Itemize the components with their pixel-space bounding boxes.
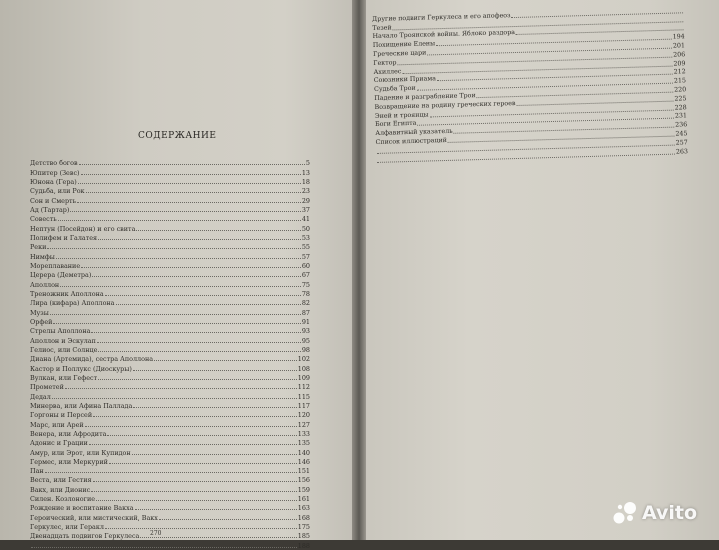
toc-entry [30,233,310,242]
toc-entry-page: 206 [673,51,686,59]
toc-entry-title: Алфавитный указатель [375,127,453,138]
toc-entry [30,447,310,456]
toc-entry [30,484,310,493]
toc-entry-page: 215 [673,77,687,85]
toc-entry-title: Юнона (Гера) [30,177,77,186]
toc-entry-title: Начало Троянской войны. Яблоко раздора [372,29,516,41]
toc-entry-title: Веста, или Гестия [30,476,92,485]
toc-entry-page: 231 [674,112,688,120]
toc-entry-page: 228 [674,103,687,112]
toc-entry-title: Сон и Смерть [30,196,77,205]
toc-entry-title: Горгоны и Персей [30,411,93,420]
toc-entry-title: Вакх, или Дионис [30,485,91,494]
toc-entry [30,205,310,214]
toc-list-left [30,158,310,550]
toc-entry-page: 37 [301,205,310,214]
toc-entry-page: 168 [297,513,310,522]
toc-entry-page: 151 [297,467,310,476]
toc-entry-title: Ад (Тартар) [30,205,70,214]
toc-entry [30,410,310,419]
toc-entry [30,251,310,260]
toc-entry-page: 93 [301,327,310,336]
toc-entry-page: 5 [305,159,310,168]
toc-entry-title: Возвращение на родину греческих героев [374,99,516,111]
toc-entry [30,419,310,428]
toc-entry [30,298,310,307]
toc-entry-page: 75 [301,280,310,289]
toc-title: СОДЕРЖАНИЕ [138,131,217,141]
toc-entry [30,195,310,204]
toc-entry-page: 263 [675,147,689,156]
toc-entry-page: 13 [301,168,310,177]
toc-entry-page: 188 [297,541,310,550]
toc-entry-page: 194 [672,33,685,41]
toc-entry-title: Детство богов [30,159,78,168]
toc-entry-title: Венера, или Афродита [30,429,107,438]
toc-entry-page: 98 [301,345,310,354]
page-number: 270 [150,530,162,537]
toc-entry-page: 133 [297,429,310,438]
toc-entry-title: Аполлон [30,280,60,289]
toc-entry-page: 112 [297,383,310,392]
toc-entry-title: Падение и разграбление Трои [374,92,476,102]
toc-entry-title: Нептун (Посейдон) и его свита [30,224,136,233]
toc-entry-page: 120 [297,411,310,420]
toc-entry-title: Церера (Деметра) [30,271,92,280]
toc-entry-title: Судьба, или Рок [30,187,85,196]
toc-entry [30,158,310,167]
toc-entry [30,261,310,270]
toc-entry-page: 209 [673,59,686,68]
toc-entry-page: 18 [301,177,310,186]
toc-entry [30,512,310,521]
toc-entry-page: 185 [297,532,310,541]
toc-entry-title: Героический, или мистический, Вакх [30,513,158,522]
avito-dots-icon [612,500,638,526]
toc-entry-page: 220 [674,86,687,94]
book-gutter [352,0,366,540]
toc-entry-title: Юпитер (Зевс) [30,168,80,177]
toc-entry-title: Треножник Аполлона [30,289,104,298]
toc-entry [30,429,310,438]
toc-entry-title: Ахиллес [373,67,402,76]
toc-entry [30,307,310,316]
toc-entry [30,326,310,335]
toc-entry-title: Диана (Артемида), сестра Аполлона [30,355,154,364]
toc-entry-title: Похищение Елены [372,40,436,50]
toc-entry-page: 225 [674,95,687,103]
toc-entry-title: Минерва, или Афина Паллада [30,401,133,410]
toc-entry [30,345,310,354]
toc-entry-title: Дедал [30,392,51,401]
toc-entry-page: 29 [301,196,310,205]
toc-entry-title: Союзники Приама [373,75,437,85]
toc-entry [30,540,310,549]
toc-entry-title: Боги Египта [374,120,417,129]
toc-entry-page: 78 [301,289,310,298]
toc-entry [30,401,310,410]
toc-entry-page: 109 [297,373,310,382]
toc-entry-title: Совесть [30,215,57,224]
toc-entry-title: Полифем и Галатея [30,233,98,242]
toc-entry-title: Адонис и Грации [30,439,88,448]
toc-entry [30,335,310,344]
toc-entry-title: Музы [30,308,49,317]
toc-entry-title: Лира (кифара) Аполлона [30,299,115,308]
toc-entry-page: 60 [301,261,310,270]
toc-entry-page: 108 [297,364,310,373]
toc-entry-title: Другие подвиги Геркулеса и его апофеоз [372,11,511,23]
toc-entry-title: Пан [30,467,44,476]
toc-list-right [372,6,688,164]
toc-entry-page: 159 [297,485,310,494]
toc-entry-title: Вулкан, или Гефест [30,373,98,382]
toc-entry-title: Двенадцать подвигов Геркулеса [30,532,140,541]
toc-entry-page: 201 [672,42,686,50]
toc-entry-title: Гелиос, или Солнце [30,345,98,354]
toc-entry-title: Кастор и Поллукс (Диоскуры) [30,364,132,373]
toc-entry-page: 23 [301,187,310,196]
toc-entry-title: Греческие цари [373,49,427,58]
toc-entry [30,270,310,279]
toc-entry-title: Стрелы Аполлона [30,327,91,336]
toc-entry-page: 163 [297,504,310,513]
toc-entry-page: 87 [301,308,310,317]
toc-entry-title: Гектор [373,59,397,67]
toc-entry-page: 245 [675,130,688,138]
toc-entry-page: 67 [301,271,310,280]
toc-entry-title: Марс, или Арей [30,420,84,429]
toc-entry-page: 91 [301,317,310,326]
toc-entry [30,177,310,186]
toc-entry-page: 41 [301,215,310,224]
toc-entry [30,494,310,503]
toc-entry-page: 50 [301,224,310,233]
toc-entry-title: Нимфы [30,252,55,261]
toc-entry-page: 127 [297,420,310,429]
toc-entry-page: 146 [297,457,310,466]
toc-entry [30,503,310,512]
toc-entry-page: 175 [297,523,310,532]
toc-entry-title: Рождение и воспитание Вакха [30,504,134,513]
toc-entry [30,373,310,382]
toc-entry-title: Реки [30,243,47,252]
toc-entry-page: 161 [297,495,310,504]
toc-entry-page: 140 [297,448,310,457]
toc-entry-page: 135 [297,439,310,448]
toc-entry [30,363,310,372]
toc-entry-title: Судьба Трои [373,84,416,94]
toc-entry-title: Амур, или Эрот, или Купидон [30,448,131,457]
toc-entry [30,223,310,232]
toc-entry [30,167,310,176]
toc-entry-page: 102 [297,355,310,364]
toc-entry-title: Силен. Козлоногие [30,495,95,504]
toc-entry [30,466,310,475]
toc-entry-page: 156 [297,476,310,485]
toc-entry [30,438,310,447]
avito-watermark [612,500,697,526]
toc-entry-page: 55 [301,243,310,252]
toc-entry [30,522,310,531]
toc-entry [30,317,310,326]
toc-entry [30,242,310,251]
toc-entry-title: Гермес, или Меркурий [30,457,108,466]
toc-entry-page: 95 [301,336,310,345]
toc-entry-page: 117 [297,401,310,410]
toc-entry [30,382,310,391]
toc-entry-page: 236 [675,121,688,129]
toc-entry-title: Геркулес, или Геракл [30,523,104,532]
toc-entry-title: Список иллюстраций [375,136,448,146]
toc-entry-page: 212 [673,68,686,76]
toc-entry-page: 57 [301,252,310,261]
toc-entry-page: 53 [301,233,310,242]
toc-entry [30,531,310,540]
toc-entry [30,214,310,223]
toc-entry-page: 82 [301,299,310,308]
avito-watermark-text: Avito [642,502,698,524]
toc-entry [30,475,310,484]
toc-entry-title: Эней и троянцы [374,111,429,120]
toc-entry [30,289,310,298]
toc-entry-title: Орфей [30,317,53,326]
toc-entry-title: Тезей [372,24,392,32]
toc-entry [30,457,310,466]
toc-entry [30,279,310,288]
toc-entry-title: Аполлон и Эскулап [30,336,96,345]
toc-entry [30,186,310,195]
toc-entry [30,354,310,363]
toc-entry-page: 115 [297,392,310,401]
toc-entry-page: 257 [675,138,688,147]
toc-entry [30,391,310,400]
toc-entry-title: Мореплавание [30,261,81,270]
toc-entry-title: Прометей [30,383,64,392]
